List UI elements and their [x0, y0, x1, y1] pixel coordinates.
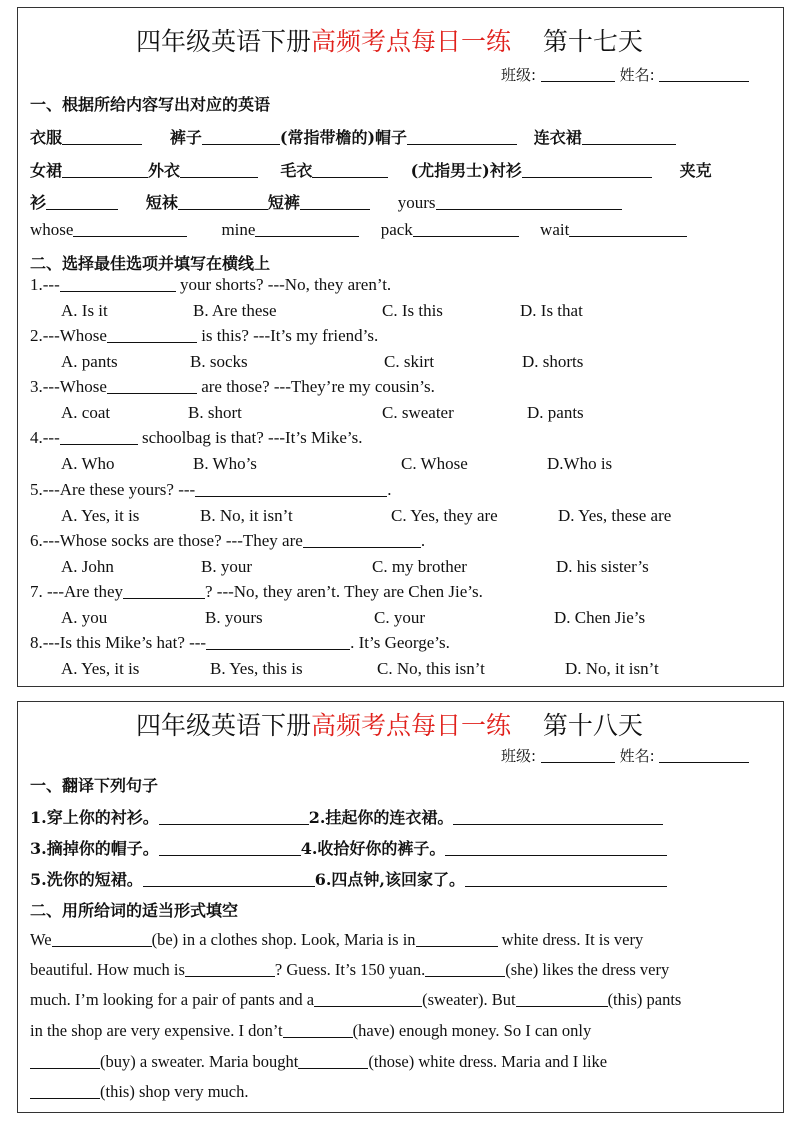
answer-blank[interactable] [283, 1036, 353, 1038]
sentence-prompt: 1.穿上你的衬衫。 [30, 808, 159, 827]
answer-blank[interactable] [62, 143, 142, 145]
question-text: schoolbag is that? ---It’s Mike’s. [137, 428, 363, 447]
option-c[interactable]: C. Yes, they are [391, 506, 498, 525]
question-text: your shorts? ---No, they aren’t. [175, 275, 392, 294]
section-1-title: 一、根据所给内容写出对应的英语 [30, 95, 271, 114]
option-d[interactable]: D. Yes, these are [558, 506, 672, 525]
passage-text: (have) enough money. So I can only [352, 1021, 592, 1040]
title-day: 第十八天 [542, 711, 643, 740]
name-field[interactable] [659, 761, 749, 763]
question-4 [30, 428, 362, 448]
answer-blank[interactable] [60, 290, 176, 292]
option-a[interactable]: A. pants [61, 352, 118, 371]
sentence-prompt: 2.挂起你的连衣裙。 [308, 808, 454, 827]
question-text: 2.---Whose [30, 326, 107, 345]
question-1 [30, 275, 391, 295]
question-text: 3.---Whose [30, 377, 107, 396]
vocab-prompt: (尤指男士)衬衫 [410, 161, 522, 180]
passage-text: white dress. It is very [497, 930, 644, 949]
option-d[interactable]: D. Is that [520, 301, 583, 320]
option-c[interactable]: C. your [374, 608, 425, 627]
option-d[interactable]: D. shorts [522, 352, 584, 371]
passage-text: (she) likes the dress very [505, 960, 670, 979]
sentence-prompt: 5.洗你的短裙。 [30, 870, 143, 889]
option-d[interactable]: D. Chen Jie’s [554, 608, 646, 627]
answer-blank[interactable] [30, 1097, 100, 1099]
student-info [501, 745, 749, 766]
answer-blank[interactable] [30, 1067, 100, 1069]
vocab-prompt: mine [221, 220, 256, 239]
vocab-prompt: 短裤 [267, 193, 300, 212]
option-a[interactable]: A. coat [61, 403, 111, 422]
answer-blank[interactable] [185, 975, 275, 977]
section-1-title: 一、翻译下列句子 [30, 776, 159, 795]
sentence-prompt: 6.四点钟,该回家了。 [314, 870, 465, 889]
question-text: is this? ---It’s my friend’s. [196, 326, 379, 345]
answer-blank[interactable] [206, 648, 350, 650]
vocab-prompt: (常指带檐的)帽子 [279, 128, 408, 147]
question-7 [30, 582, 483, 602]
answer-blank[interactable] [60, 443, 138, 445]
option-a[interactable]: A. Who [61, 454, 115, 473]
option-c[interactable]: C. Is this [382, 301, 443, 320]
answer-blank[interactable] [516, 1005, 608, 1007]
passage-text: (those) white dress. Maria and I like [368, 1052, 608, 1071]
option-a[interactable]: A. John [61, 557, 114, 576]
option-c[interactable]: C. skirt [384, 352, 435, 371]
vocab-prompt: 衣服 [30, 128, 63, 147]
option-c[interactable]: C. my brother [372, 557, 467, 576]
passage-text: (be) in a clothes shop. Look, Maria is in [151, 930, 416, 949]
vocab-prompt: 裤子 [169, 128, 202, 147]
answer-blank[interactable] [303, 546, 421, 548]
answer-blank[interactable] [413, 235, 519, 237]
answer-blank[interactable] [180, 176, 258, 178]
vocab-row-4 [30, 220, 687, 240]
option-d[interactable]: D. his sister’s [556, 557, 649, 576]
worksheet-day18 [17, 701, 784, 1113]
option-b[interactable]: B. yours [205, 608, 263, 627]
option-d[interactable]: D. No, it isn’t [565, 659, 659, 678]
question-text: . [387, 480, 392, 499]
answer-blank[interactable] [143, 885, 315, 887]
vocab-prompt: pack [380, 220, 413, 239]
vocab-prompt: 短袜 [145, 193, 178, 212]
title-grade: 四年级英语下册 [136, 27, 312, 56]
answer-blank[interactable] [298, 1067, 368, 1069]
passage-line-6 [30, 1082, 248, 1102]
answer-blank[interactable] [569, 235, 687, 237]
option-b[interactable]: B. Are these [193, 301, 277, 320]
class-label: 班级: [501, 66, 537, 84]
question-text: 1.--- [30, 275, 60, 294]
question-text: . It’s George’s. [350, 633, 450, 652]
answer-blank[interactable] [107, 392, 197, 394]
vocab-row-2 [30, 158, 712, 181]
sentence-prompt: 3.摘掉你的帽子。 [30, 839, 159, 858]
question-text: 7. ---Are they [30, 582, 123, 601]
passage-line-3 [30, 990, 681, 1010]
class-field[interactable] [541, 761, 615, 763]
question-text: . [420, 531, 426, 550]
question-text: ? ---No, they aren’t. They are Chen Jie’s. [205, 582, 483, 601]
answer-blank[interactable] [178, 208, 268, 210]
answer-blank[interactable] [425, 975, 505, 977]
name-label: 姓名: [619, 747, 655, 765]
answer-blank[interactable] [453, 823, 663, 825]
passage-text: ? Guess. It’s 150 yuan. [274, 960, 426, 979]
answer-blank[interactable] [202, 143, 280, 145]
section-2-title: 二、用所给词的适当形式填空 [30, 901, 239, 920]
vocab-row-3 [30, 190, 622, 213]
answer-blank[interactable] [300, 208, 370, 210]
vocab-prompt: whose [30, 220, 74, 239]
question-text: are those? ---They’re my cousin’s. [196, 377, 435, 396]
option-b[interactable]: B. Yes, this is [210, 659, 303, 678]
worksheet-title [136, 22, 643, 58]
option-a[interactable]: A. Is it [61, 301, 108, 320]
answer-blank[interactable] [159, 823, 309, 825]
passage-text: (this) pants [607, 990, 682, 1009]
section-2-title: 二、选择最佳选项并填写在横线上 [30, 254, 271, 273]
option-a[interactable]: A. you [61, 608, 108, 627]
vocab-prompt: 外衣 [148, 161, 181, 180]
vocab-prompt: 连衣裙 [533, 128, 582, 147]
answer-blank[interactable] [314, 1005, 422, 1007]
vocab-prompt: 衫 [30, 193, 47, 212]
class-field[interactable] [541, 80, 615, 82]
question-8 [30, 633, 450, 653]
title-day: 第十七天 [542, 27, 643, 56]
answer-blank[interactable] [312, 176, 388, 178]
passage-text: (this) shop very much. [100, 1082, 249, 1101]
answer-blank[interactable] [62, 176, 148, 178]
answer-blank[interactable] [416, 945, 498, 947]
answer-blank[interactable] [255, 235, 359, 237]
student-info [501, 64, 749, 85]
question-text: 4.--- [30, 428, 60, 447]
passage-line-4 [30, 1021, 591, 1041]
sentence-prompt: 4.收拾好你的裤子。 [300, 839, 446, 858]
translate-row-3 [30, 867, 667, 890]
answer-blank[interactable] [159, 854, 301, 856]
option-d[interactable]: D.Who is [547, 454, 613, 473]
class-label: 班级: [501, 747, 537, 765]
passage-text: We [30, 930, 52, 949]
name-label: 姓名: [619, 66, 655, 84]
passage-line-5 [30, 1052, 607, 1072]
passage-line-1 [30, 930, 643, 950]
title-grade: 四年级英语下册 [136, 711, 312, 740]
name-field[interactable] [659, 80, 749, 82]
answer-blank[interactable] [195, 495, 387, 497]
vocab-prompt: 夹克 [679, 161, 712, 180]
option-b[interactable]: B. Who’s [193, 454, 257, 473]
option-b[interactable]: B. your [201, 557, 252, 576]
question-text: 5.---Are these yours? --- [30, 480, 196, 499]
vocab-prompt: 女裙 [30, 161, 63, 180]
passage-text: much. I’m looking for a pair of pants and a [30, 990, 315, 1009]
question-6 [30, 531, 425, 551]
passage-text: (buy) a sweater. Maria bought [100, 1052, 299, 1071]
answer-blank[interactable] [582, 143, 676, 145]
question-3 [30, 377, 435, 397]
passage-text: in the shop are very expensive. I don’t [30, 1021, 283, 1040]
passage-text: beautiful. How much is [30, 960, 185, 979]
answer-blank[interactable] [73, 235, 187, 237]
option-b[interactable]: B. short [188, 403, 242, 422]
vocab-prompt: yours [397, 193, 436, 212]
option-c[interactable]: C. No, this isn’t [377, 659, 485, 678]
answer-blank[interactable] [107, 341, 197, 343]
title-highlight: 高频考点每日一练 [311, 27, 512, 56]
question-5 [30, 480, 391, 500]
answer-blank[interactable] [52, 945, 152, 947]
option-a[interactable]: A. Yes, it is [61, 659, 140, 678]
translate-row-1 [30, 805, 663, 828]
option-d[interactable]: D. pants [527, 403, 584, 422]
vocab-row-1 [30, 125, 676, 148]
answer-blank[interactable] [436, 208, 622, 210]
option-c[interactable]: C. sweater [382, 403, 454, 422]
answer-blank[interactable] [407, 143, 517, 145]
answer-blank[interactable] [522, 176, 652, 178]
option-a[interactable]: A. Yes, it is [61, 506, 140, 525]
answer-blank[interactable] [465, 885, 667, 887]
translate-row-2 [30, 836, 667, 859]
vocab-prompt: 毛衣 [280, 161, 313, 180]
option-c[interactable]: C. Whose [401, 454, 468, 473]
vocab-prompt: wait [540, 220, 570, 239]
question-text: 6.---Whose socks are those? ---They are [30, 531, 303, 550]
worksheet-day17 [17, 7, 784, 687]
passage-line-2 [30, 960, 669, 980]
question-text: 8.---Is this Mike’s hat? --- [30, 633, 207, 652]
question-2 [30, 326, 378, 346]
title-highlight: 高频考点每日一练 [311, 711, 512, 740]
option-b[interactable]: B. No, it isn’t [200, 506, 293, 525]
answer-blank[interactable] [445, 854, 667, 856]
answer-blank[interactable] [46, 208, 118, 210]
option-b[interactable]: B. socks [190, 352, 248, 371]
passage-text: (sweater). But [422, 990, 516, 1009]
answer-blank[interactable] [123, 597, 205, 599]
worksheet-title [136, 706, 643, 742]
